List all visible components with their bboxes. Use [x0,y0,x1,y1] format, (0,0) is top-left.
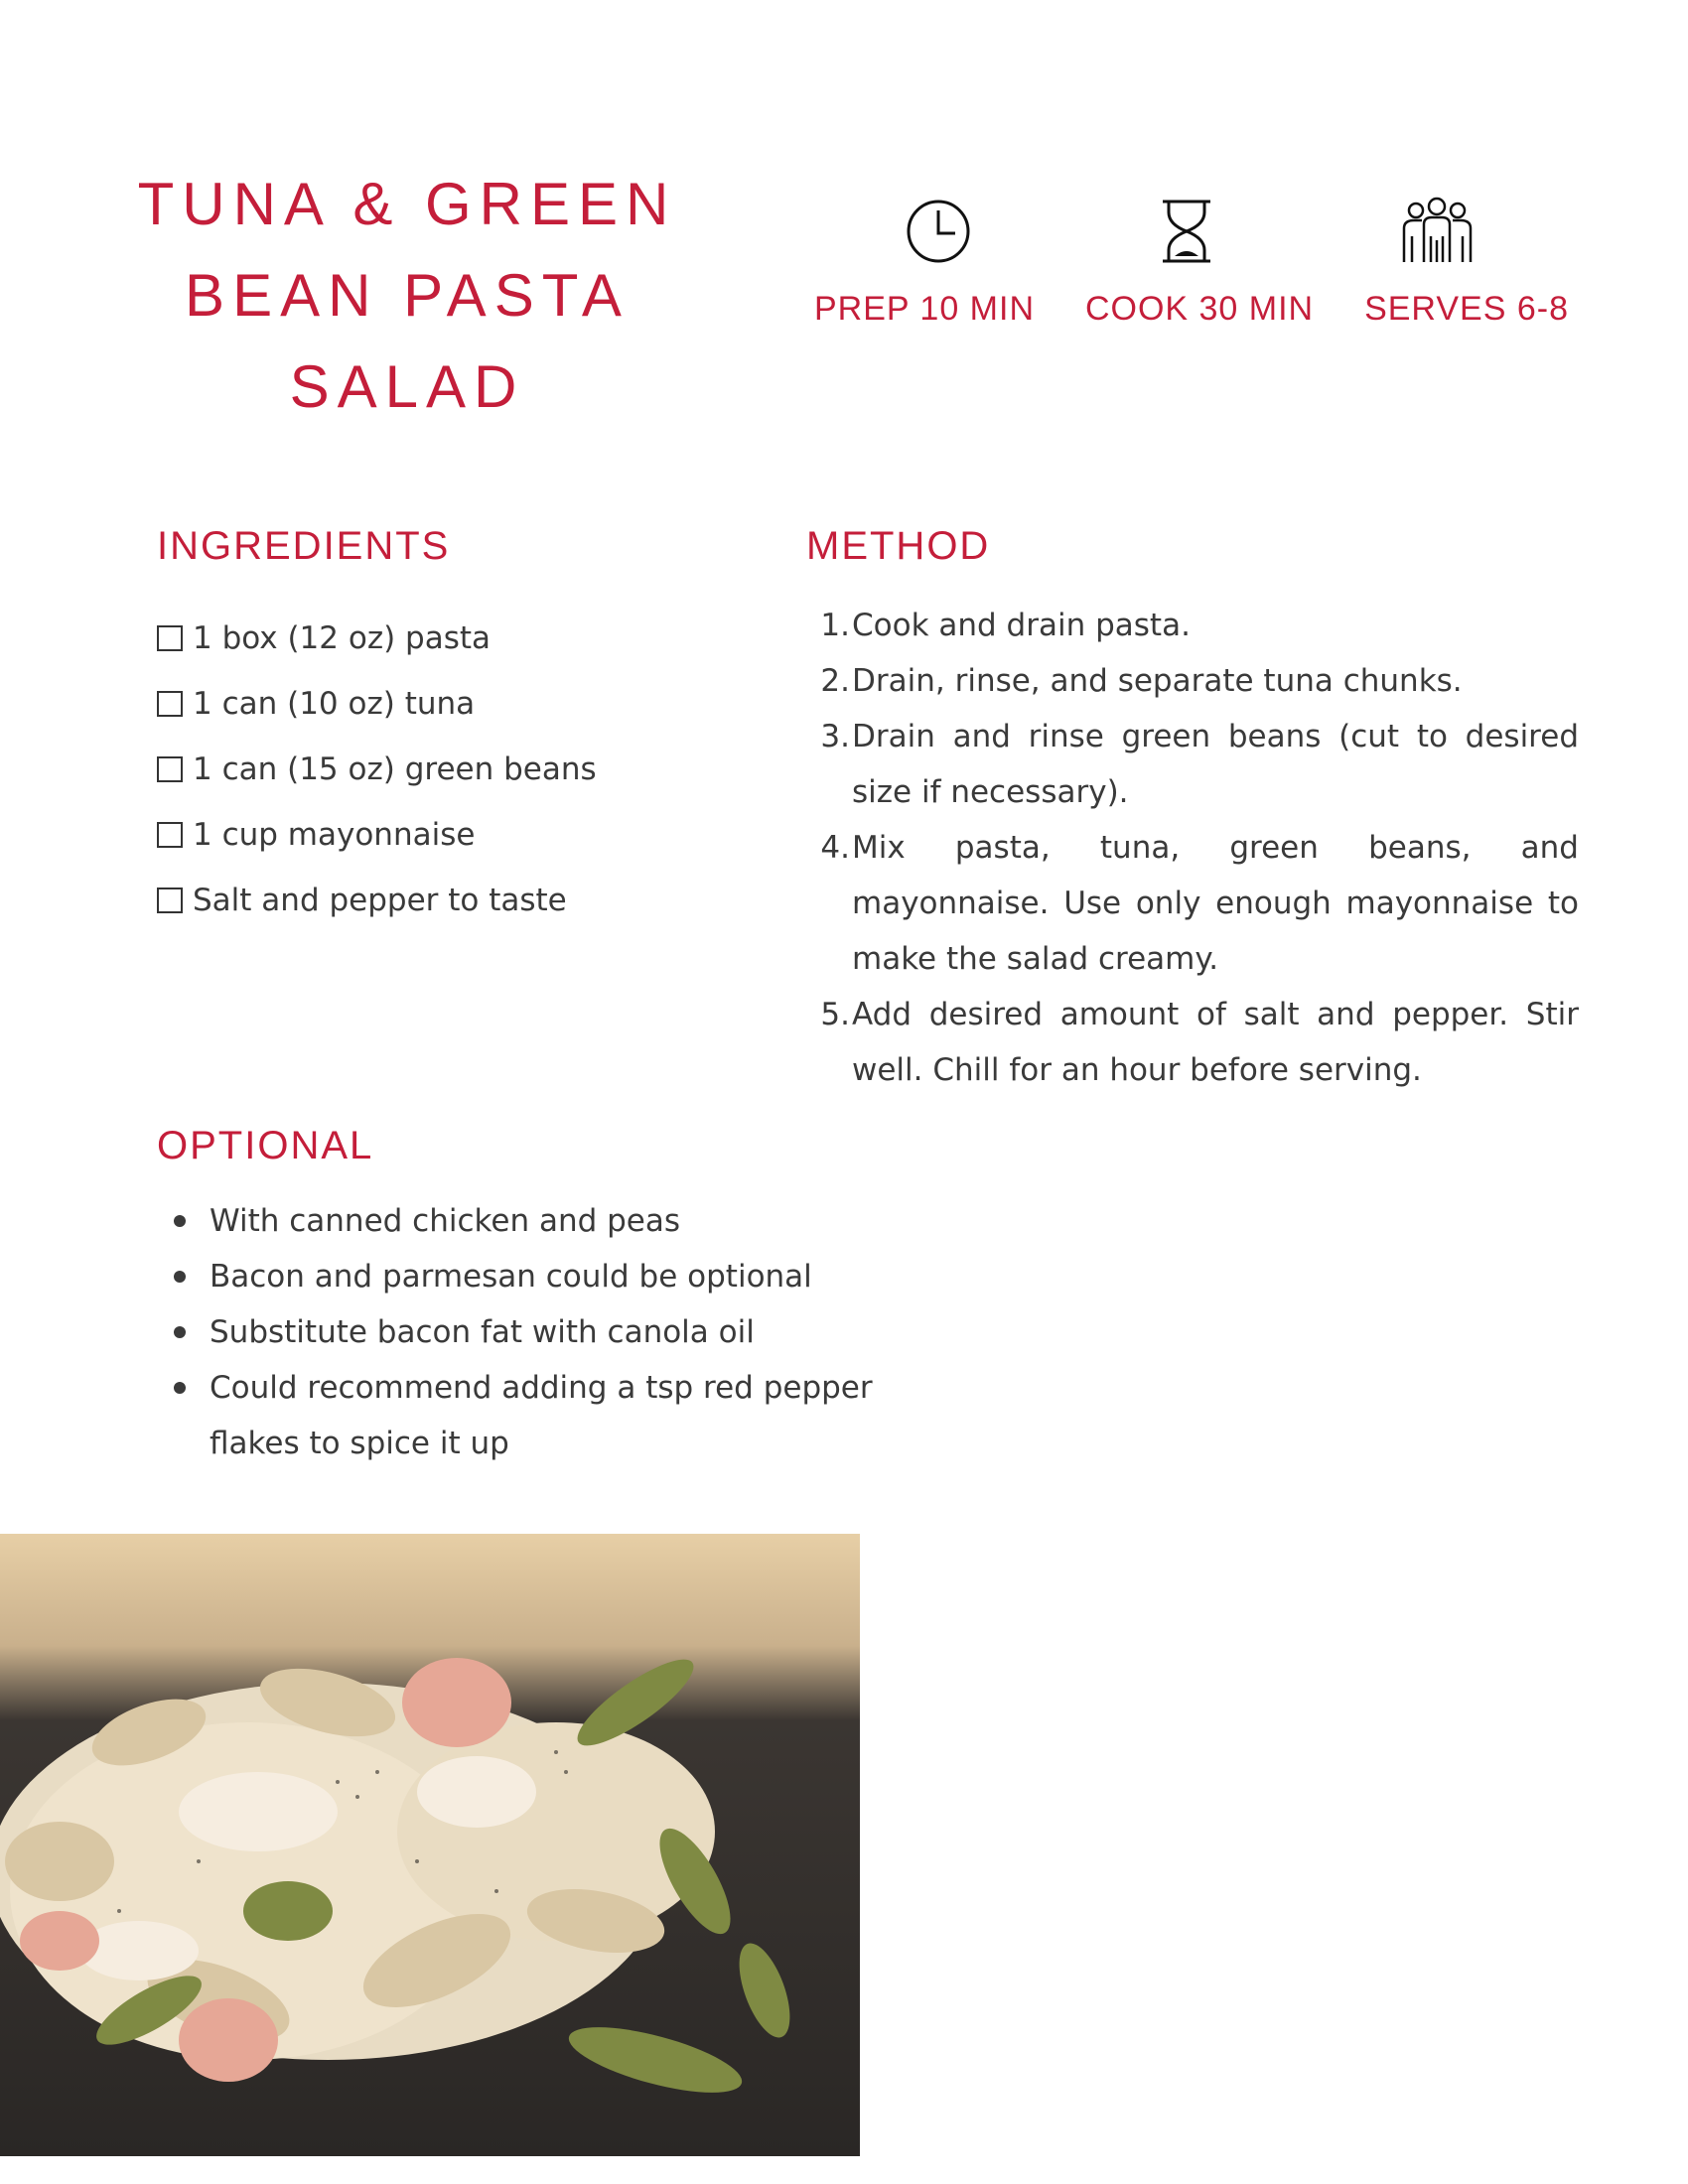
clock-icon [904,197,973,266]
recipe-meta-row [814,290,1569,329]
checkbox[interactable] [157,756,183,782]
optional-text: Substitute bacon fat with canola oil [210,1314,755,1350]
checkbox[interactable] [157,887,183,913]
optional-item [174,1360,899,1471]
optional-text: Bacon and parmesan could be optional [210,1259,812,1295]
step-text: Add desired amount of salt and pepper. Stir well. Chill for an hour before serving. [852,997,1579,1088]
method-heading: METHOD [806,524,991,568]
optional-item [174,1249,899,1304]
optional-list [174,1193,899,1471]
servings: SERVES 6-8 [1364,290,1569,328]
optional-item [174,1304,899,1360]
pasta-salad-photo [0,1534,860,2156]
ingredient-item [157,802,597,868]
ingredient-text: 1 cup mayonnaise [193,817,476,853]
bullet [174,1382,186,1394]
ingredient-text: 1 box (12 oz) pasta [193,620,492,656]
title-line-3: SALAD [289,353,525,420]
method-step [814,987,1579,1098]
ingredient-item [157,737,597,802]
method-step [814,598,1579,653]
prep-time: PREP 10 MIN [814,290,1036,328]
step-number: 3. [820,719,850,754]
step-number: 5. [820,997,850,1032]
step-number: 2. [820,663,850,699]
checkbox[interactable] [157,691,183,717]
step-text: Drain, rinse, and separate tuna chunks. [852,663,1463,699]
optional-text: Could recommend adding a tsp red pepper flakes to spice it up [210,1370,873,1461]
method-step [814,653,1579,709]
step-number: 1. [820,608,850,643]
title-line-1: TUNA & GREEN [137,171,677,237]
optional-heading: OPTIONAL [157,1124,374,1167]
bullet [174,1326,186,1338]
checkbox[interactable] [157,625,183,651]
optional-item [174,1193,899,1249]
ingredient-item [157,606,597,671]
bullet [174,1215,186,1227]
bullet [174,1271,186,1283]
ingredient-text: Salt and pepper to taste [193,883,567,918]
step-number: 4. [820,830,850,866]
ingredients-list [157,606,597,933]
ingredient-item [157,868,597,933]
ingredient-text: 1 can (10 oz) tuna [193,686,476,722]
method-step [814,709,1579,820]
step-text: Mix pasta, tuna, green beans, and mayonnaise. Use only enough mayonnaise to make the salad creamy. [852,830,1579,977]
pasta-salad-illustration [0,1534,860,2156]
step-text: Drain and rinse green beans (cut to desired size if necessary). [852,719,1579,810]
hourglass-icon [1157,197,1216,266]
recipe-title [99,159,715,433]
cook-time: COOK 30 MIN [1084,290,1315,328]
method-list [814,598,1579,1098]
people-icon [1400,197,1475,266]
optional-text: With canned chicken and peas [210,1203,681,1239]
ingredient-item [157,671,597,737]
step-text: Cook and drain pasta. [852,608,1191,643]
ingredients-heading: INGREDIENTS [157,524,451,568]
title-line-2: BEAN PASTA [185,262,630,329]
checkbox[interactable] [157,822,183,848]
method-step [814,820,1579,987]
ingredient-text: 1 can (15 oz) green beans [193,751,597,787]
